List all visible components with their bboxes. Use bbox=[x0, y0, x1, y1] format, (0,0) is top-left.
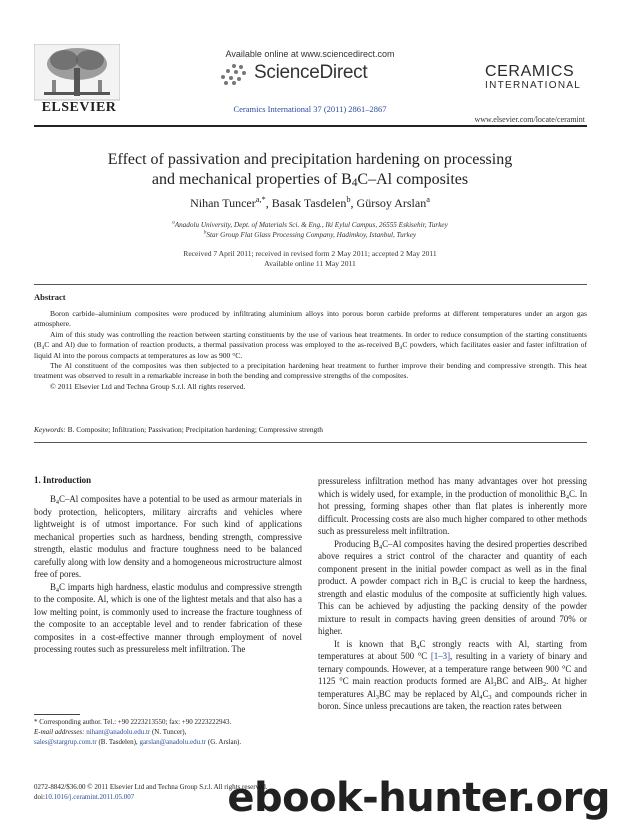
subscript: 4 bbox=[479, 693, 483, 701]
affiliation-text: Star Group Flat Glass Processing Company, Hadimkoy, Istanbul, Turkey bbox=[206, 231, 417, 239]
subscript: 3 bbox=[493, 681, 497, 688]
left-column bbox=[34, 493, 302, 656]
title-line1: Effect of passivation and precipitation hardening on processing bbox=[107, 151, 513, 168]
body-paragraph: $B_4C$ imparts high hardness, elastic modulus and compressive strength to the composite. Al, which is one of the lightest metals and that also has a low melting point, is commonly used to increase the fracture toughness of the composite to an acceptable level and to render fabrication of these composites in a cost-effective manner through employment of novel processing routes such as pressureless melt infiltration. The bbox=[34, 581, 302, 654]
author-name[interactable]: Gürsoy Arslan bbox=[356, 196, 427, 210]
sciencedirect-wordmark: ScienceDirect bbox=[254, 62, 368, 83]
subscript: 4 bbox=[416, 643, 420, 651]
affiliation-text: Anadolu University, Dept. of Materials Sci. & Eng., Iki Eylul Campus, 26555 Eskisehir, Turkey bbox=[174, 221, 448, 229]
body-text: C imparts high hardness, elastic modulus and compressive strength to the composite. Al, which is one of the lightest metals and that also has a low melting point, is commonly used to increase the fracture toughness of the composite to an acceptable level and to render fabrication of these composites in a cost-effective manner through employment of novel processing routes such as pressureless melt infiltration. The bbox=[34, 581, 302, 654]
body-text: BC may be replaced by Al bbox=[378, 688, 480, 699]
right-column bbox=[318, 475, 587, 713]
email-owner: (N. Tuncer), bbox=[150, 728, 187, 736]
body-text: . At higher temperatures Al bbox=[318, 676, 587, 699]
author-name[interactable]: Nihan Tuncer bbox=[190, 196, 256, 210]
body-text: , resulting in a variety of binary and ternary compounds. However, at a temperature range between 900 °C and 1125 °C main reaction products formed are Al bbox=[318, 651, 587, 686]
subscript: 4 bbox=[565, 493, 570, 501]
body-text: and compounds richer in boron. Since unless precautions are taken, the reaction rates between bbox=[318, 688, 587, 711]
title-line2-post: C–Al composites bbox=[357, 171, 469, 188]
keywords-label: Keywords: bbox=[34, 425, 66, 434]
journal-site-url[interactable]: www.elsevier.com/locate/ceramint bbox=[474, 115, 585, 124]
body-paragraph: $B_4C-Al$ composites have a potential to be used as armour materials in body protection, helicopters, military aircrafts and vehicles where lightweight is of utmost importance. For such kind of applications mechanical properties such as hardness, bending strength, compressive strength, elastic modulus and fracture toughness need to be balanced carefully along with low density and a homogeneous microstructure almost free of pores. bbox=[34, 494, 302, 579]
keywords-divider bbox=[34, 442, 587, 443]
journal-reference-link[interactable]: Ceramics International 37 (2011) 2861–2867 bbox=[233, 104, 387, 114]
email-label: E-mail addresses: bbox=[34, 728, 85, 736]
article-title bbox=[40, 150, 580, 190]
body-text: BC and AlB bbox=[496, 676, 543, 686]
publisher-logo: ELSEVIER bbox=[41, 100, 117, 115]
email-line bbox=[34, 727, 309, 737]
body-text: C bbox=[482, 688, 489, 699]
available-online-text: Available online at www.sciencedirect.com bbox=[225, 49, 395, 59]
email-owner: (G. Arslan). bbox=[206, 738, 242, 746]
subscript: 4 bbox=[41, 345, 45, 352]
email-link[interactable]: nihant@anadolu.edu.tr bbox=[86, 728, 151, 736]
issn-line: 0272-8842/$36.00 © 2011 Elsevier Ltd and Techna Group S.r.l. All rights reserved. bbox=[34, 783, 268, 791]
header-divider bbox=[34, 125, 587, 127]
body-text: C–Al composites having the desired properties described above requires a strict control of the character and quantity of each component present in the initial powder compact as well as in the final product. A powder compact rich in B bbox=[318, 538, 587, 586]
section-heading: 1. Introduction bbox=[34, 475, 92, 485]
abstract-text: C and Al) due to formation of reaction products, a thermal passivation process was employed to the as-received B bbox=[44, 340, 400, 350]
author-marks: a,* bbox=[255, 195, 266, 204]
abstract-heading: Abstract bbox=[34, 292, 66, 302]
sciencedirect-dots-icon bbox=[218, 62, 250, 84]
journal-logo-line1: CERAMICS bbox=[485, 63, 575, 80]
doi-link[interactable]: 10.1016/j.ceramint.2011.05.007 bbox=[44, 792, 135, 801]
author-name[interactable]: Basak Tasdelen bbox=[271, 196, 347, 210]
body-text: C. In hot pressing, forming shapes other than flat plates is inherently more difficult. Processing costs are also much higher compared to other methods such as pressureless melt infiltration. bbox=[318, 488, 588, 536]
affiliations bbox=[40, 220, 580, 240]
article-dates bbox=[40, 249, 580, 269]
email-owner: (B. Tasdelen), bbox=[96, 738, 140, 746]
corresponding-author: * Corresponding author. Tel.: +90 2223213550; fax: +90 2223222943. bbox=[34, 718, 232, 726]
body-paragraph bbox=[318, 538, 587, 638]
body-text: Producing B bbox=[334, 538, 380, 549]
affiliation-mark: a bbox=[172, 220, 175, 226]
subscript: 4 bbox=[458, 581, 462, 588]
subscript: 4 bbox=[55, 499, 60, 506]
abstract-text: C powders, which facilitates easier and faster infiltration of liquid Al into the porous compacts at temperatures as low as 900 °C. bbox=[34, 340, 587, 360]
subscript: 3 bbox=[375, 693, 379, 701]
subscript: 4 bbox=[399, 345, 403, 352]
body-text: C is crucial to keep the hardness, strength and elastic modulus of the composite at sufficiently high values. This can be achieved by adjusting the packing density of the powder mixture to result in compacts having green densities of around 70% or higher. bbox=[318, 576, 587, 636]
abstract-body bbox=[34, 309, 587, 392]
body-text: It is known that B bbox=[334, 638, 417, 649]
abstract-paragraph bbox=[34, 330, 587, 361]
journal-logo-line2: INTERNATIONAL bbox=[485, 80, 582, 91]
abstract-copyright: © 2011 Elsevier Ltd and Techna Group S.r.l. All rights reserved. bbox=[50, 381, 246, 391]
title-subscript: 4 bbox=[351, 177, 358, 189]
citation-link[interactable]: [1–3] bbox=[430, 651, 451, 661]
email-link[interactable]: garslan@anadolu.edu.tr bbox=[139, 738, 207, 746]
available-date: Available online 11 May 2011 bbox=[264, 259, 356, 268]
email-link[interactable]: sales@stargrup.com.tr bbox=[34, 738, 97, 746]
keywords-text: B. Composite; Infiltration; Passivation; Precipitation hardening; Compressive strength bbox=[67, 425, 323, 434]
footnote bbox=[34, 717, 309, 747]
watermark: ebook-hunter.org bbox=[227, 775, 610, 821]
abstract-top-divider bbox=[34, 284, 587, 285]
received-dates: Received 7 April 2011; received in revised form 2 May 2011; accepted 2 May 2011 bbox=[183, 249, 437, 258]
subscript: 4 bbox=[55, 586, 60, 594]
body-text: C strongly reacts with Al, starting from temperatures at about 500 °C bbox=[318, 638, 587, 661]
doi-label: doi: bbox=[34, 792, 45, 801]
abstract-paragraph: The Al constituent of the composites was then subjected to a precipitation hardening heat treatment to further improve their bending and compressive strength. This heat treatment was observed to result in a remarkable increase in both the bending and compressive strengths of the composites. bbox=[34, 361, 587, 381]
author-marks: b bbox=[346, 195, 351, 204]
abstract-paragraph: Boron carbide–aluminium composites were produced by infiltrating aluminium alloys into porous boron carbide preforms at different temperatures under an argon gas atmosphere. bbox=[34, 309, 587, 329]
footnote-divider bbox=[34, 714, 80, 715]
keywords bbox=[34, 425, 587, 434]
affiliation-mark: b bbox=[203, 230, 207, 236]
subscript: 3 bbox=[488, 693, 492, 701]
subscript: 2 bbox=[542, 681, 547, 688]
email-line bbox=[34, 737, 309, 747]
author-marks: a bbox=[426, 195, 430, 204]
author-list: Nihan Tuncer$^{a,*}$, Basak Tasdelen$^b$, Gürsoy Arslan$^a$ bbox=[190, 195, 430, 210]
title-line2-pre: and mechanical properties of B bbox=[151, 171, 352, 188]
abstract-text: Aim of this study was controlling the reaction between starting constituents by the use of various heat treatments. In order to reduce consumption of the starting constituents (B bbox=[34, 329, 587, 350]
sciencedirect-logo[interactable] bbox=[218, 60, 408, 86]
journal-logo bbox=[485, 63, 595, 91]
body-paragraph bbox=[318, 475, 587, 538]
subscript: 4 bbox=[379, 543, 383, 551]
body-text: C–Al composites have a potential to be used as armour materials in body protection, helicopters, military aircrafts and vehicles where lightweight is of utmost importance. For such kind of applications mechanical properties such as hardness, bending strength, compressive strength, elastic modulus and fracture toughness need to be balanced carefully along with low density and a homogeneous microstructure almost free of pores. bbox=[34, 494, 302, 579]
body-text: pressureless infiltration method has many advantages over hot pressing which is widely used, for example, in the production of monolithic B bbox=[318, 476, 587, 499]
body-paragraph bbox=[318, 638, 587, 713]
